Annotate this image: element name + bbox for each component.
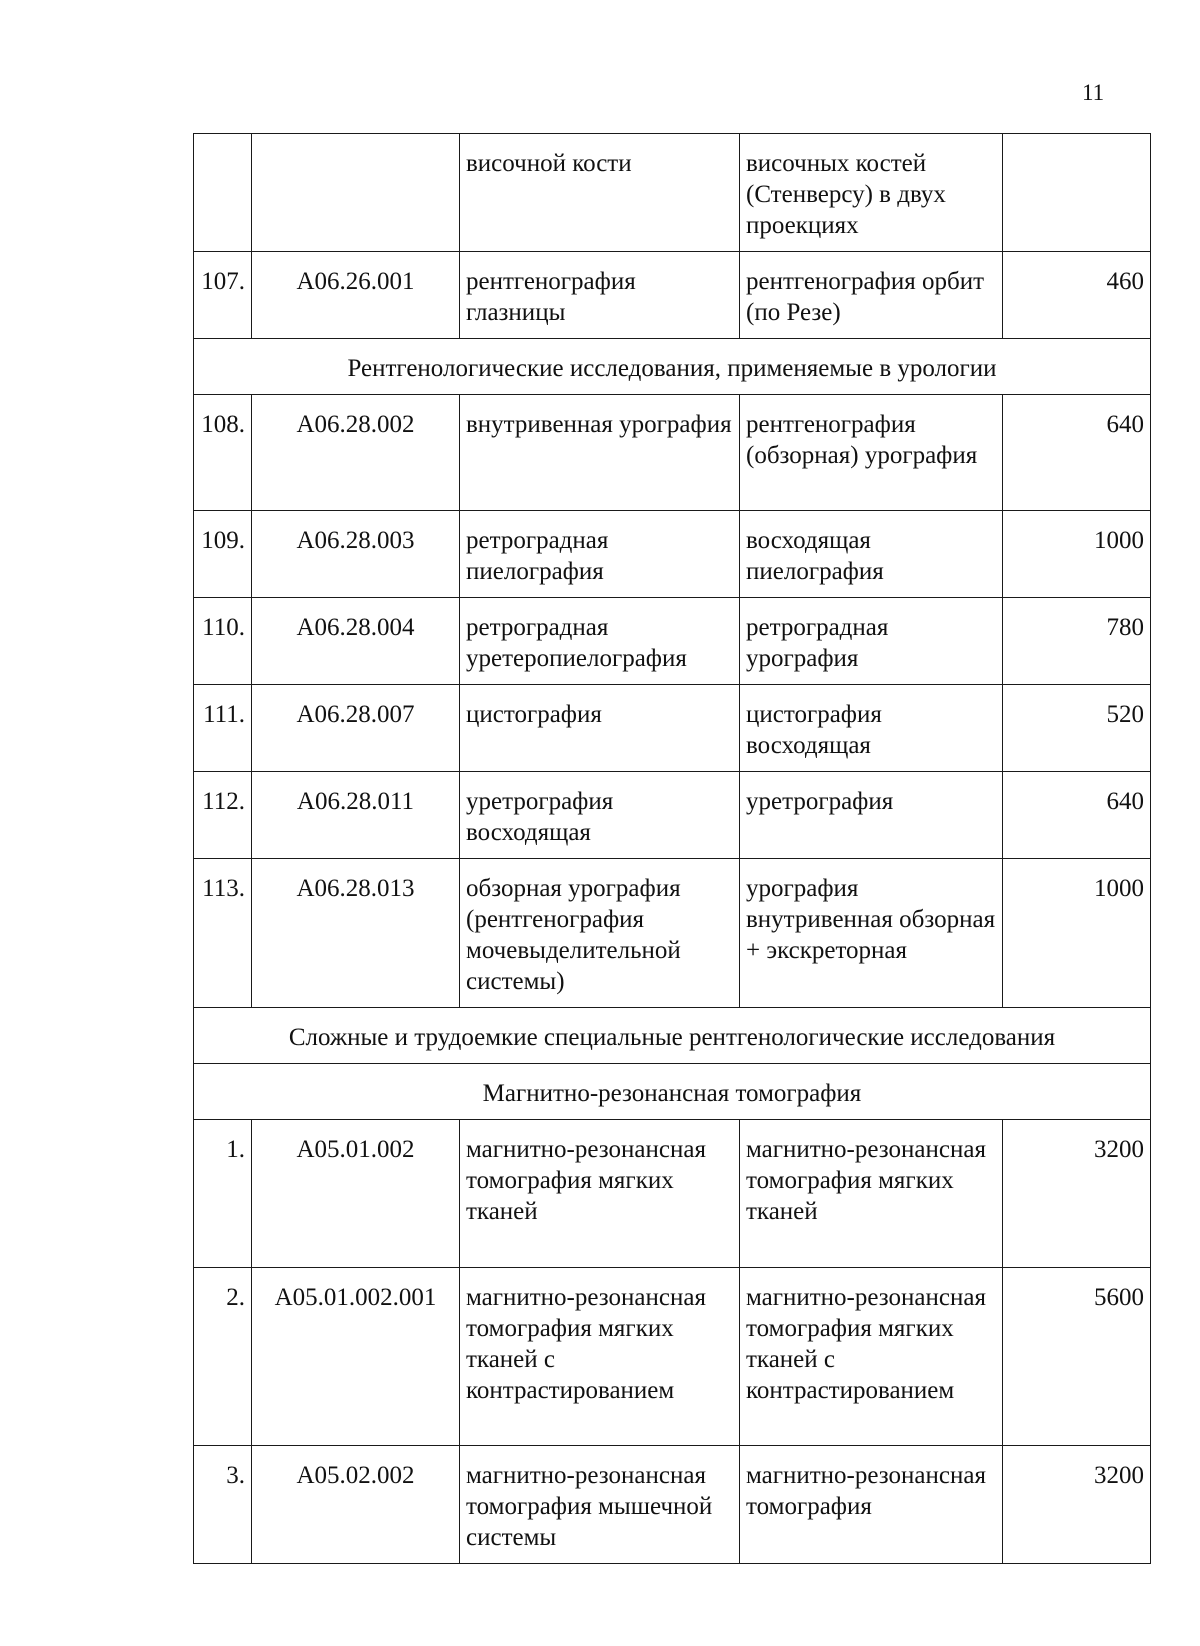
service-code: А05.01.002.001	[252, 1268, 460, 1446]
service-price: 1000	[1003, 511, 1151, 598]
service-alt-name: магнитно-резонансная томография	[740, 1446, 1003, 1564]
table-row	[194, 859, 1151, 1008]
table-row	[194, 134, 1151, 252]
service-name: ретроградная пиелография	[460, 511, 740, 598]
service-alt-name: височных костей (Стенверсу) в двух проекциях	[740, 134, 1003, 252]
service-code: А06.28.004	[252, 598, 460, 685]
page-number: 11	[1082, 80, 1105, 105]
table-row	[194, 1446, 1151, 1564]
service-name: магнитно-резонансная томография мышечной системы	[460, 1446, 740, 1564]
section-row	[194, 339, 1151, 395]
service-alt-name: рентгенография орбит (по Резе)	[740, 252, 1003, 339]
table-row	[194, 395, 1151, 511]
service-price: 640	[1003, 395, 1151, 511]
section-title: Сложные и трудоемкие специальные рентгенологические исследования	[194, 1008, 1151, 1064]
service-price: 1000	[1003, 859, 1151, 1008]
service-code: А06.28.002	[252, 395, 460, 511]
service-name: цистография	[460, 685, 740, 772]
row-number: 107.	[194, 252, 252, 339]
section-title: Рентгенологические исследования, применяемые в урологии	[194, 339, 1151, 395]
service-code: А06.28.011	[252, 772, 460, 859]
service-price	[1003, 134, 1151, 252]
service-name: магнитно-резонансная томография мягких тканей с контрастированием	[460, 1268, 740, 1446]
row-number: 2.	[194, 1268, 252, 1446]
service-alt-name: цистография восходящая	[740, 685, 1003, 772]
service-name: височной кости	[460, 134, 740, 252]
service-code: А06.28.013	[252, 859, 460, 1008]
table-row	[194, 252, 1151, 339]
table-row	[194, 772, 1151, 859]
service-alt-name: восходящая пиелография	[740, 511, 1003, 598]
service-name: ретроградная уретеропиелография	[460, 598, 740, 685]
table-row	[194, 1120, 1151, 1268]
service-price: 780	[1003, 598, 1151, 685]
service-code	[252, 134, 460, 252]
row-number: 113.	[194, 859, 252, 1008]
price-table	[193, 133, 1151, 1564]
service-alt-name: магнитно-резонансная томография мягких тканей с контрастированием	[740, 1268, 1003, 1446]
service-code: А05.01.002	[252, 1120, 460, 1268]
service-alt-name: ретроградная урография	[740, 598, 1003, 685]
service-code: А06.28.003	[252, 511, 460, 598]
table-row	[194, 1268, 1151, 1446]
service-price: 3200	[1003, 1120, 1151, 1268]
service-alt-name: рентгенография (обзорная) урография	[740, 395, 1003, 511]
service-price: 3200	[1003, 1446, 1151, 1564]
service-name: рентгенография глазницы	[460, 252, 740, 339]
service-alt-name: магнитно-резонансная томография мягких тканей	[740, 1120, 1003, 1268]
row-number: 109.	[194, 511, 252, 598]
service-code: А05.02.002	[252, 1446, 460, 1564]
service-code: А06.26.001	[252, 252, 460, 339]
service-name: обзорная урография (рентгенография мочевыделительной системы)	[460, 859, 740, 1008]
row-number: 108.	[194, 395, 252, 511]
row-number: 111.	[194, 685, 252, 772]
service-alt-name: уретрография	[740, 772, 1003, 859]
service-price: 5600	[1003, 1268, 1151, 1446]
service-price: 640	[1003, 772, 1151, 859]
row-number: 112.	[194, 772, 252, 859]
service-name: уретрография восходящая	[460, 772, 740, 859]
table-row	[194, 598, 1151, 685]
row-number	[194, 134, 252, 252]
row-number: 110.	[194, 598, 252, 685]
service-price: 460	[1003, 252, 1151, 339]
row-number: 3.	[194, 1446, 252, 1564]
table-row	[194, 685, 1151, 772]
section-row	[194, 1008, 1151, 1064]
section-title: Магнитно-резонансная томография	[194, 1064, 1151, 1120]
service-name: внутривенная урография	[460, 395, 740, 511]
service-code: А06.28.007	[252, 685, 460, 772]
section-row	[194, 1064, 1151, 1120]
table-row	[194, 511, 1151, 598]
row-number: 1.	[194, 1120, 252, 1268]
service-alt-name: урография внутривенная обзорная + экскреторная	[740, 859, 1003, 1008]
service-price: 520	[1003, 685, 1151, 772]
service-name: магнитно-резонансная томография мягких тканей	[460, 1120, 740, 1268]
